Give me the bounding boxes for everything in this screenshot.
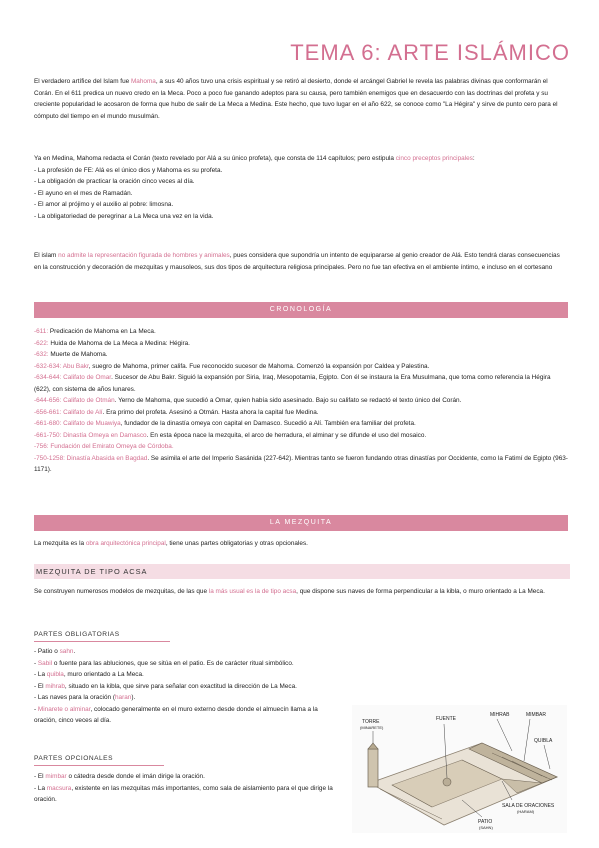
mosque-paragraph — [34, 538, 568, 550]
item-text-rest: , situado en la kibla, que sirve para señalar con exactitud la dirección de La Meca. — [64, 682, 297, 690]
chronology-text: Predicación de Mahoma en La Meca. — [49, 328, 156, 335]
chronology-text: . Era primo del profeta. Asesinó a Otmán. Hasta ahora la capital fue Medina. — [102, 408, 319, 416]
item-highlight: Minarete o alminar — [37, 705, 91, 713]
intro-text-rest: , a sus 40 años tuvo una crisis espiritual y se retiró al desierto, donde el arcángel Gabriel le revela las palabras divinas que conformarán el Corán. En el 611 predica un nuevo credo en la Meca. Poco a poco fue ganando adeptos para su causa, pero también enemigos que en desacuerdo con las doctrinas del profeta y su creciente popularidad le acosaron de forma que hubo de salir de La Meca a Medina. Este hecho, que tuvo lugar en el año 622, se conoce como "La Hégira" y sirve de punto cero para el cómputo del tiempo en el mundo musulmán. — [34, 78, 558, 120]
label-fuente: FUENTE — [436, 716, 456, 722]
item-text: - Las naves para la oración ( — [34, 694, 115, 701]
chronology-item — [34, 338, 568, 350]
chronology-item — [34, 430, 568, 442]
chronology-item — [34, 441, 568, 453]
chronology-text: . Sucesor de Abu Bakr. Siguió la expansión por Siria, Iraq, Mesopotamia, Egipto. Con él se instaura la Era Musulmana, que toma como referencia la Hégira (622), con sistema de años lunares. — [34, 374, 551, 393]
chronology-date: -750-1258: Dinastía Abasida en Bagdad — [34, 454, 148, 462]
chronology-text: Huida de Mahoma de La Meca a Medina: Hégira. — [50, 339, 190, 347]
intro-text: El verdadero artífice del Islam fue — [34, 78, 131, 85]
label-sala: SALA DE ORACIONES — [502, 803, 555, 809]
precept-item: - El ayuno en el mes de Ramadán. — [34, 189, 133, 197]
mandatory-item — [34, 692, 554, 704]
chronology-item — [34, 395, 568, 407]
mandatory-item — [34, 646, 554, 658]
chronology-date: -661-750: Dinastía Omeya en Damasco — [34, 431, 147, 439]
label-sala-sub: (HARAM) — [517, 809, 535, 814]
optional-item — [34, 771, 334, 783]
item-highlight: quibla — [46, 671, 64, 678]
acsa-heading: MEZQUITA DE TIPO ACSA — [34, 564, 570, 579]
mosque-heading: LA MEZQUITA — [34, 515, 568, 531]
precepts-text: Ya en Medina, Mahoma redacta el Corán (texto revelado por Alá a su único profeta), que consta de 114 capítulos; pero estipula — [34, 155, 396, 162]
chronology-item — [34, 326, 568, 338]
chronology-date: -632-634: Abu Bakr — [34, 362, 89, 370]
figurative-highlight: no admite la representación figurada de hombres y animales — [58, 252, 230, 259]
intro-paragraph — [34, 76, 568, 122]
item-text-rest: ). — [131, 694, 136, 701]
item-text-rest: , existente en las mezquitas más importantes, como sala de aislamiento para el que dirige la oración. — [34, 784, 333, 803]
optional-rule — [34, 765, 164, 766]
mosque-highlight: obra arquitectónica principal — [85, 540, 166, 547]
item-text: - La — [34, 784, 47, 792]
chronology-date: -611: — [34, 328, 50, 335]
optional-heading: PARTES OPCIONALES — [34, 755, 113, 762]
label-mihrab: MIHRAB — [490, 712, 510, 718]
precept-item: - La obligatoriedad de peregrinar a La Meca una vez en la vida. — [34, 212, 214, 220]
item-text-rest: o cátedra desde donde el imán dirige la oración. — [66, 773, 205, 780]
chronology-item — [34, 407, 568, 419]
chronology-date: -661-680: Califato de Muawiya — [34, 420, 121, 427]
chronology-text: , suegro de Mahoma, primer califa. Fue reconocido sucesor de Mahoma. Comenzó la expansión por Caldea y Palestina. — [88, 362, 430, 370]
mandatory-item — [34, 704, 324, 727]
chronology-text: . Yerno de Mahoma, que sucedió a Omar, quien había sido asesinado. Bajo su califato se redactó el texto único del Corán. — [114, 397, 462, 404]
item-text: - — [34, 659, 38, 667]
chronology-text: . Se asimila el arte del Imperio Sasánida (227-642). Mientras tanto se fueron fundando otras dinastías por Occidente, como la Fatimí de Egipto (963-1171). — [34, 454, 568, 473]
chronology-heading: CRONOLOGÍA — [34, 302, 568, 318]
figurative-text: El islam — [34, 252, 59, 259]
mandatory-rule — [34, 641, 170, 642]
precepts-colon: : — [472, 155, 475, 162]
label-mimbar: MIMBAR — [526, 712, 546, 718]
mosque-text-rest: , tiene unas partes obligatorias y otras opcionales. — [165, 540, 308, 547]
item-highlight: mimbar — [45, 773, 67, 780]
chronology-text: . En esta época nace la mezquita, el arco de herradura, el alminar y se difunde el uso del mosaico. — [146, 431, 427, 439]
item-text-rest: . — [73, 648, 76, 655]
precept-item: - El amor al prójimo y el auxilio al pobre: limosna. — [34, 201, 174, 208]
chronology-list — [34, 326, 568, 476]
label-torre-sub: (MINARETE) — [360, 725, 384, 730]
item-text: - El — [34, 682, 46, 690]
label-patio-sub: (SAHN) — [479, 825, 493, 830]
acsa-text: Se construyen numerosos modelos de mezquitas, de las que — [34, 588, 209, 595]
chronology-item — [34, 453, 568, 476]
figurative-paragraph — [34, 250, 568, 273]
item-highlight: macsura — [46, 784, 72, 792]
item-text-rest: , colocado generalmente en el muro externo desde donde el almuecín llama a la oración, cinco veces al día. — [34, 705, 318, 724]
chronology-date: -644-656: Califato de Otmán — [34, 397, 115, 404]
item-highlight: haran — [115, 694, 132, 701]
mandatory-item — [34, 669, 554, 681]
acsa-text-rest: , que dispone sus naves de forma perpendicular a la kibla, o muro orientado a La Meca. — [296, 588, 545, 595]
chronology-text: Muerte de Mahoma. — [50, 351, 108, 358]
item-highlight: mihrab — [45, 682, 65, 690]
label-torre: TORRE — [362, 719, 380, 725]
item-text: - El — [34, 773, 46, 780]
label-patio: PATIO — [478, 819, 493, 825]
chronology-date: -656-661: Califato de Alí — [34, 408, 103, 416]
item-text-rest: , muro orientado a La Meca. — [63, 671, 144, 678]
precept-item: - La obligación de practicar la oración cinco veces al día. — [34, 178, 195, 185]
precept-item: - La profesión de FE: Alá es el único dios y Mahoma es su profeta. — [34, 166, 223, 174]
precepts-highlight: cinco preceptos principales — [395, 155, 473, 162]
mosque-illustration — [352, 705, 567, 833]
mosque-text: La mezquita es la — [34, 540, 86, 547]
chronology-text: , fundador de la dinastía omeya con capital en Damasco. Sucedió a Alí. También era familiar del profeta. — [120, 420, 416, 427]
chronology-date: -756: Fundación del Emirato Omeya de Córdoba. — [34, 443, 174, 450]
item-text: - — [34, 705, 38, 713]
optional-list — [34, 771, 334, 806]
item-text: - La — [34, 671, 47, 678]
page-title: TEMA 6: ARTE ISLÁMICO — [290, 40, 570, 65]
figurative-text-rest: , pues considera que supondría un intento de equipararse al genio creador de Alá. Esto tendrá claras consecuencias en la construcción y decoración de mezquitas y mausoleos, sus dos tipos de arquitectura religiosa principales. Pero no fue tan efectiva en el ambiente íntimo, e incluso en el cortesano — [34, 252, 560, 271]
chronology-date: -622: — [34, 339, 51, 347]
precepts-paragraph — [34, 153, 568, 222]
label-quibla: QUIBLA — [534, 738, 553, 744]
mandatory-item — [34, 658, 554, 670]
item-text: - Patio o — [34, 648, 60, 655]
optional-item — [34, 783, 334, 806]
intro-highlight: Mahoma — [130, 78, 156, 85]
chronology-item — [34, 418, 568, 430]
chronology-item — [34, 349, 568, 361]
acsa-highlight: la más usual es la de tipo acsa — [208, 588, 297, 595]
item-text-rest: o fuente para las abluciones, que se sitúa en el patio. Es de carácter ritual simbólico. — [52, 659, 294, 667]
item-highlight: Sabil — [37, 659, 53, 667]
chronology-date: -634-644: Califato de Omar — [34, 374, 112, 381]
chronology-date: -632: — [34, 351, 51, 358]
item-highlight: sahn — [59, 648, 74, 655]
acsa-paragraph — [34, 586, 568, 598]
chronology-item — [34, 361, 568, 373]
mandatory-heading: PARTES OBLIGATORIAS — [34, 631, 120, 638]
mandatory-item — [34, 681, 554, 693]
chronology-item — [34, 372, 568, 395]
